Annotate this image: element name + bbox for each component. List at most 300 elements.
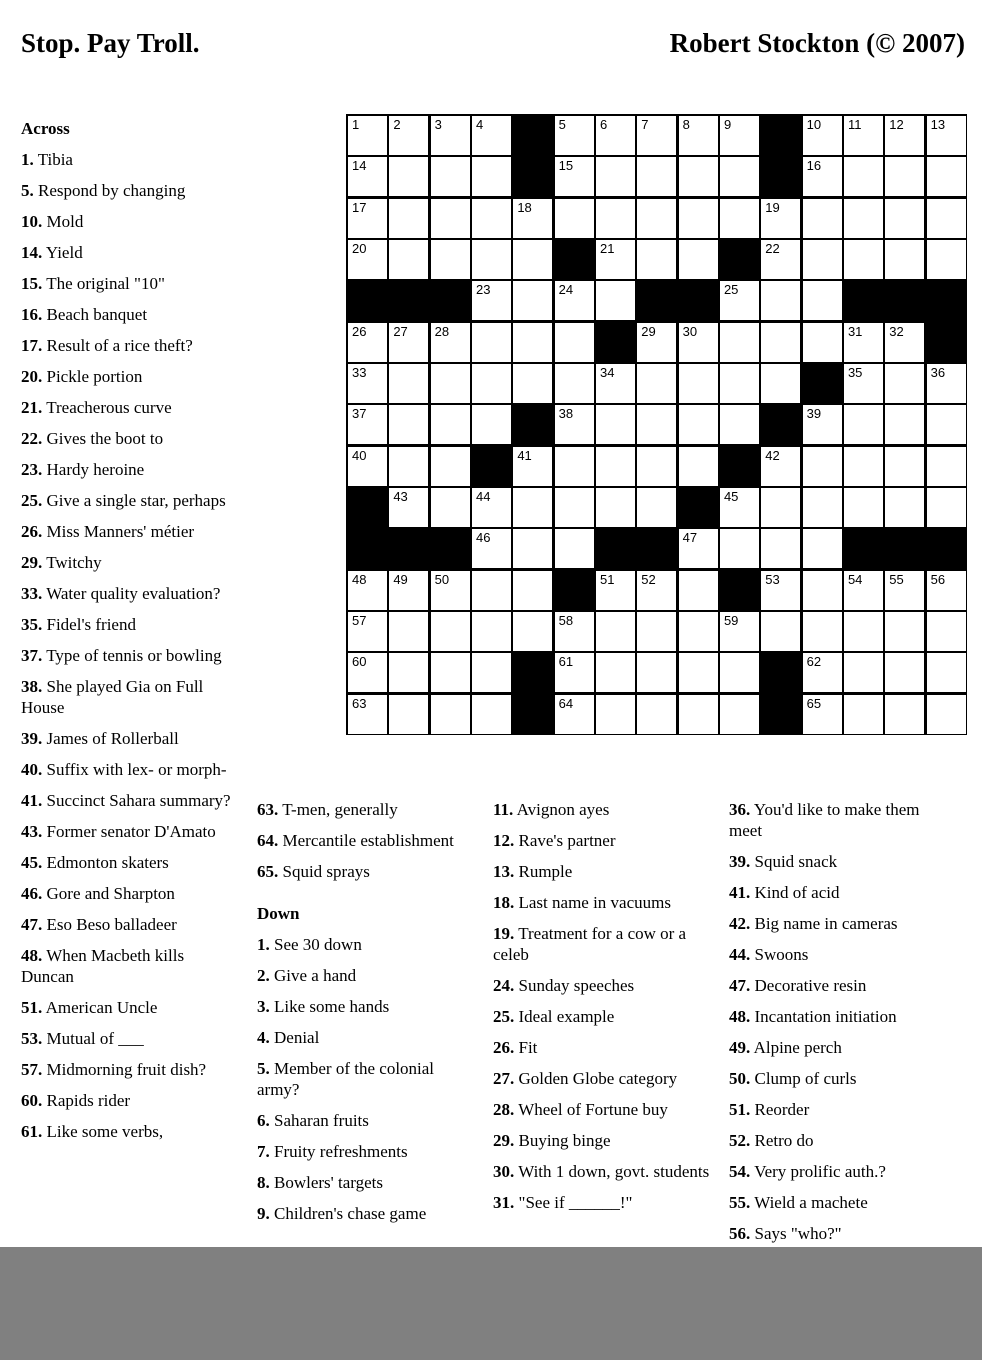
clue-text: Miss Manners' métier bbox=[46, 522, 195, 541]
grid-cell[interactable] bbox=[513, 364, 552, 403]
grid-block bbox=[513, 157, 552, 196]
clue-number: 53. bbox=[21, 1029, 43, 1048]
grid-cell[interactable] bbox=[927, 157, 966, 196]
grid-cell[interactable] bbox=[844, 240, 883, 279]
clue-item bbox=[21, 676, 239, 718]
cell-number: 5 bbox=[558, 117, 566, 132]
clue-text: Rapids rider bbox=[46, 1091, 131, 1110]
grid-cell[interactable] bbox=[844, 323, 883, 362]
grid-cell[interactable] bbox=[637, 199, 676, 238]
grid-cell[interactable] bbox=[555, 653, 594, 692]
clue-number: 24. bbox=[493, 976, 515, 995]
clue-text: Treacherous curve bbox=[46, 398, 172, 417]
grid-block bbox=[720, 447, 759, 486]
clue-number: 3. bbox=[257, 997, 270, 1016]
clue-item bbox=[729, 1037, 951, 1058]
grid-block bbox=[761, 695, 800, 734]
grid-cell[interactable] bbox=[679, 364, 718, 403]
clue-text: Result of a rice theft? bbox=[46, 336, 193, 355]
grid-cell[interactable] bbox=[555, 447, 594, 486]
grid-cell[interactable] bbox=[555, 488, 594, 527]
clue-number: 26. bbox=[493, 1038, 515, 1057]
grid-cell[interactable] bbox=[803, 695, 842, 734]
grid-cell[interactable] bbox=[555, 157, 594, 196]
grid-cell[interactable] bbox=[513, 323, 552, 362]
grid-cell[interactable] bbox=[761, 488, 800, 527]
cell-number: 35 bbox=[847, 364, 863, 380]
grid-cell[interactable] bbox=[348, 653, 387, 692]
clue-item bbox=[21, 1090, 239, 1111]
grid-cell[interactable] bbox=[927, 199, 966, 238]
grid-cell[interactable] bbox=[389, 612, 428, 651]
grid-cell[interactable] bbox=[803, 571, 842, 610]
grid-cell[interactable] bbox=[885, 157, 924, 196]
grid-cell[interactable] bbox=[555, 199, 594, 238]
grid-cell[interactable] bbox=[472, 653, 511, 692]
clue-number: 41. bbox=[729, 883, 751, 902]
grid-cell[interactable] bbox=[885, 571, 924, 610]
grid-cell[interactable] bbox=[720, 364, 759, 403]
grid-cell[interactable] bbox=[720, 612, 759, 651]
grid-cell[interactable] bbox=[844, 612, 883, 651]
clue-text: James of Rollerball bbox=[46, 729, 179, 748]
clue-number: 2. bbox=[257, 966, 270, 985]
clue-item bbox=[21, 180, 239, 201]
grid-cell[interactable] bbox=[431, 116, 470, 155]
grid-cell[interactable] bbox=[844, 488, 883, 527]
cell-number: 28 bbox=[434, 323, 450, 339]
crossword-grid bbox=[346, 114, 967, 735]
grid-cell[interactable] bbox=[472, 571, 511, 610]
grid-cell[interactable] bbox=[555, 116, 594, 155]
grid-cell[interactable] bbox=[389, 199, 428, 238]
grid-cell[interactable] bbox=[679, 612, 718, 651]
grid-cell[interactable] bbox=[637, 116, 676, 155]
clue-text: Rave's partner bbox=[518, 831, 616, 850]
grid-cell[interactable] bbox=[431, 364, 470, 403]
grid-cell[interactable] bbox=[555, 323, 594, 362]
grid-cell[interactable] bbox=[431, 695, 470, 734]
grid-cell[interactable] bbox=[803, 529, 842, 568]
cell-number: 14 bbox=[352, 158, 367, 174]
cell-number: 44 bbox=[475, 488, 491, 504]
grid-cell[interactable] bbox=[927, 612, 966, 651]
grid-cell[interactable] bbox=[389, 116, 428, 155]
cell-number: 34 bbox=[599, 364, 615, 380]
cell-number: 17 bbox=[352, 199, 367, 215]
grid-block bbox=[513, 405, 552, 444]
grid-cell[interactable] bbox=[389, 364, 428, 403]
grid-cell[interactable] bbox=[720, 157, 759, 196]
clue-item bbox=[493, 975, 715, 996]
grid-cell[interactable] bbox=[927, 695, 966, 734]
grid-cell[interactable] bbox=[927, 364, 966, 403]
grid-cell[interactable] bbox=[431, 447, 470, 486]
grid-cell[interactable] bbox=[472, 612, 511, 651]
grid-cell[interactable] bbox=[513, 612, 552, 651]
grid-cell[interactable] bbox=[803, 612, 842, 651]
grid-cell[interactable] bbox=[761, 240, 800, 279]
grid-cell[interactable] bbox=[720, 199, 759, 238]
clue-column-2 bbox=[257, 799, 472, 1234]
grid-cell[interactable] bbox=[389, 447, 428, 486]
grid-cell[interactable] bbox=[637, 447, 676, 486]
grid-cell[interactable] bbox=[885, 364, 924, 403]
grid-cell[interactable] bbox=[885, 653, 924, 692]
grid-cell[interactable] bbox=[927, 653, 966, 692]
cell-number: 53 bbox=[765, 571, 780, 587]
grid-cell[interactable] bbox=[637, 240, 676, 279]
grid-cell[interactable] bbox=[761, 571, 800, 610]
grid-cell[interactable] bbox=[803, 199, 842, 238]
grid-cell[interactable] bbox=[472, 488, 511, 527]
clue-number: 7. bbox=[257, 1142, 270, 1161]
clue-text: Bowlers' targets bbox=[274, 1173, 383, 1192]
cell-number: 1 bbox=[352, 117, 360, 132]
grid-cell[interactable] bbox=[679, 529, 718, 568]
clue-number: 49. bbox=[729, 1038, 751, 1057]
grid-cell[interactable] bbox=[720, 323, 759, 362]
clue-text: Rumple bbox=[518, 862, 573, 881]
cell-number: 59 bbox=[723, 612, 739, 628]
grid-cell[interactable] bbox=[803, 653, 842, 692]
grid-cell[interactable] bbox=[761, 447, 800, 486]
grid-cell[interactable] bbox=[803, 323, 842, 362]
clue-number: 55. bbox=[729, 1193, 751, 1212]
grid-cell[interactable] bbox=[927, 571, 966, 610]
grid-cell[interactable] bbox=[431, 653, 470, 692]
cell-number: 18 bbox=[517, 199, 532, 215]
clue-number: 6. bbox=[257, 1111, 270, 1130]
clue-item bbox=[21, 883, 239, 904]
grid-cell[interactable] bbox=[803, 447, 842, 486]
grid-cell[interactable] bbox=[389, 240, 428, 279]
grid-cell[interactable] bbox=[761, 281, 800, 320]
grid-cell[interactable] bbox=[885, 323, 924, 362]
clue-item bbox=[729, 1161, 951, 1182]
clue-number: 13. bbox=[493, 862, 515, 881]
clue-text: Kind of acid bbox=[754, 883, 840, 902]
clue-number: 20. bbox=[21, 367, 43, 386]
clue-text: Gives the boot to bbox=[46, 429, 164, 448]
cell-number: 2 bbox=[393, 117, 401, 132]
clue-item bbox=[21, 273, 239, 294]
grid-cell[interactable] bbox=[431, 612, 470, 651]
grid-cell[interactable] bbox=[761, 364, 800, 403]
grid-cell[interactable] bbox=[348, 405, 387, 444]
clue-number: 51. bbox=[21, 998, 43, 1017]
clue-text: Very prolific auth.? bbox=[754, 1162, 886, 1181]
clue-item bbox=[21, 242, 239, 263]
grid-cell[interactable] bbox=[844, 405, 883, 444]
grid-cell[interactable] bbox=[513, 488, 552, 527]
clue-item bbox=[21, 397, 239, 418]
grid-cell[interactable] bbox=[472, 405, 511, 444]
grid-cell[interactable] bbox=[389, 488, 428, 527]
grid-cell[interactable] bbox=[637, 653, 676, 692]
grid-cell[interactable] bbox=[431, 199, 470, 238]
clue-number: 45. bbox=[21, 853, 43, 872]
grid-cell[interactable] bbox=[348, 571, 387, 610]
clue-text: Mold bbox=[46, 212, 84, 231]
clue-number: 23. bbox=[21, 460, 43, 479]
grid-cell[interactable] bbox=[637, 695, 676, 734]
clue-number: 12. bbox=[493, 831, 515, 850]
clue-text: Mutual of ___ bbox=[46, 1029, 144, 1048]
grid-cell[interactable] bbox=[348, 240, 387, 279]
grid-cell[interactable] bbox=[431, 488, 470, 527]
grid-cell[interactable] bbox=[803, 488, 842, 527]
clue-text: Fidel's friend bbox=[46, 615, 136, 634]
clue-item bbox=[21, 149, 239, 170]
grid-cell[interactable] bbox=[761, 323, 800, 362]
grid-cell[interactable] bbox=[431, 323, 470, 362]
grid-cell[interactable] bbox=[927, 488, 966, 527]
grid-cell[interactable] bbox=[761, 612, 800, 651]
cell-number: 9 bbox=[723, 117, 732, 132]
grid-cell[interactable] bbox=[513, 240, 552, 279]
grid-cell[interactable] bbox=[596, 447, 635, 486]
grid-cell[interactable] bbox=[431, 571, 470, 610]
clue-number: 44. bbox=[729, 945, 751, 964]
clue-item bbox=[21, 1121, 239, 1142]
grid-cell[interactable] bbox=[596, 405, 635, 444]
grid-cell[interactable] bbox=[472, 281, 511, 320]
grid-cell[interactable] bbox=[885, 488, 924, 527]
clue-text: Suffix with lex- or morph- bbox=[46, 760, 227, 779]
grid-cell[interactable] bbox=[472, 323, 511, 362]
grid-cell[interactable] bbox=[472, 199, 511, 238]
grid-cell[interactable] bbox=[596, 199, 635, 238]
grid-cell[interactable] bbox=[472, 157, 511, 196]
grid-cell[interactable] bbox=[555, 612, 594, 651]
clue-item bbox=[21, 852, 239, 873]
grid-cell[interactable] bbox=[637, 405, 676, 444]
cell-number: 52 bbox=[641, 571, 656, 587]
clue-text: Says "who?" bbox=[754, 1224, 842, 1243]
grid-cell[interactable] bbox=[555, 695, 594, 734]
grid-cell[interactable] bbox=[637, 157, 676, 196]
cell-number: 4 bbox=[475, 117, 484, 132]
grid-cell[interactable] bbox=[720, 529, 759, 568]
clue-text: Succinct Sahara summary? bbox=[46, 791, 231, 810]
clue-column-1 bbox=[21, 118, 239, 1152]
clue-number: 31. bbox=[493, 1193, 515, 1212]
clue-number: 47. bbox=[729, 976, 751, 995]
grid-cell[interactable] bbox=[720, 695, 759, 734]
grid-cell[interactable] bbox=[761, 529, 800, 568]
grid-cell[interactable] bbox=[431, 157, 470, 196]
grid-cell[interactable] bbox=[513, 281, 552, 320]
clue-text: Alpine perch bbox=[753, 1038, 842, 1057]
grid-cell[interactable] bbox=[844, 157, 883, 196]
grid-cell[interactable] bbox=[761, 199, 800, 238]
clue-text: Swoons bbox=[754, 945, 809, 964]
grid-cell[interactable] bbox=[885, 405, 924, 444]
grid-cell[interactable] bbox=[927, 405, 966, 444]
grid-cell[interactable] bbox=[348, 199, 387, 238]
grid-cell[interactable] bbox=[348, 157, 387, 196]
grid-cell[interactable] bbox=[348, 695, 387, 734]
grid-cell[interactable] bbox=[596, 157, 635, 196]
grid-cell[interactable] bbox=[596, 571, 635, 610]
grid-cell[interactable] bbox=[596, 240, 635, 279]
cell-number: 32 bbox=[889, 323, 904, 339]
grid-cell[interactable] bbox=[513, 571, 552, 610]
grid-block bbox=[513, 116, 552, 155]
grid-cell[interactable] bbox=[844, 571, 883, 610]
grid-cell[interactable] bbox=[389, 157, 428, 196]
grid-cell[interactable] bbox=[927, 240, 966, 279]
grid-cell[interactable] bbox=[844, 116, 883, 155]
grid-cell[interactable] bbox=[844, 199, 883, 238]
grid-cell[interactable] bbox=[679, 405, 718, 444]
clue-item bbox=[729, 1068, 951, 1089]
grid-cell[interactable] bbox=[555, 364, 594, 403]
clue-text: Wheel of Fortune buy bbox=[518, 1100, 668, 1119]
grid-cell[interactable] bbox=[555, 405, 594, 444]
cell-number: 38 bbox=[558, 406, 574, 422]
grid-cell[interactable] bbox=[637, 571, 676, 610]
grid-cell[interactable] bbox=[348, 364, 387, 403]
clue-number: 14. bbox=[21, 243, 43, 262]
clue-item bbox=[493, 861, 715, 882]
grid-cell[interactable] bbox=[596, 116, 635, 155]
grid-cell[interactable] bbox=[844, 695, 883, 734]
grid-cell[interactable] bbox=[927, 447, 966, 486]
clue-text: "See if ______!" bbox=[518, 1193, 633, 1212]
grid-cell[interactable] bbox=[844, 447, 883, 486]
grid-cell[interactable] bbox=[637, 364, 676, 403]
grid-cell[interactable] bbox=[596, 612, 635, 651]
clue-item bbox=[729, 944, 951, 965]
clue-item bbox=[257, 1058, 472, 1100]
clue-text: Squid snack bbox=[754, 852, 838, 871]
grid-cell[interactable] bbox=[720, 405, 759, 444]
grid-cell[interactable] bbox=[389, 653, 428, 692]
grid-cell[interactable] bbox=[803, 116, 842, 155]
clue-number: 19. bbox=[493, 924, 515, 943]
grid-cell[interactable] bbox=[472, 695, 511, 734]
grid-cell[interactable] bbox=[885, 612, 924, 651]
grid-cell[interactable] bbox=[637, 323, 676, 362]
cell-number: 37 bbox=[352, 406, 367, 422]
grid-cell[interactable] bbox=[637, 612, 676, 651]
grid-cell[interactable] bbox=[596, 364, 635, 403]
grid-block bbox=[637, 529, 676, 568]
cell-number: 58 bbox=[558, 612, 574, 628]
grid-cell[interactable] bbox=[679, 240, 718, 279]
grid-cell[interactable] bbox=[472, 364, 511, 403]
grid-cell[interactable] bbox=[720, 653, 759, 692]
grid-cell[interactable] bbox=[513, 529, 552, 568]
grid-cell[interactable] bbox=[389, 695, 428, 734]
grid-block bbox=[348, 281, 387, 320]
grid-cell[interactable] bbox=[679, 157, 718, 196]
clue-text: Golden Globe category bbox=[518, 1069, 678, 1088]
grid-cell[interactable] bbox=[596, 488, 635, 527]
grid-cell[interactable] bbox=[389, 571, 428, 610]
grid-cell[interactable] bbox=[555, 529, 594, 568]
grid-cell[interactable] bbox=[803, 157, 842, 196]
grid-cell[interactable] bbox=[720, 281, 759, 320]
grid-cell[interactable] bbox=[679, 116, 718, 155]
grid-block bbox=[679, 488, 718, 527]
grid-cell[interactable] bbox=[679, 323, 718, 362]
clue-item bbox=[493, 1161, 715, 1182]
clue-text: She played Gia on Full House bbox=[21, 677, 204, 717]
clue-item bbox=[21, 490, 239, 511]
grid-cell[interactable] bbox=[885, 447, 924, 486]
grid-cell[interactable] bbox=[431, 405, 470, 444]
grid-cell[interactable] bbox=[679, 571, 718, 610]
grid-cell[interactable] bbox=[513, 199, 552, 238]
clue-item bbox=[21, 645, 239, 666]
clue-text: Retro do bbox=[754, 1131, 814, 1150]
clue-item bbox=[257, 830, 472, 851]
grid-cell[interactable] bbox=[348, 116, 387, 155]
grid-cell[interactable] bbox=[513, 447, 552, 486]
grid-block bbox=[679, 281, 718, 320]
cell-number: 62 bbox=[806, 654, 822, 670]
grid-cell[interactable] bbox=[803, 405, 842, 444]
clue-item bbox=[493, 799, 715, 820]
viewer-footer-bar bbox=[0, 1247, 982, 1360]
grid-cell[interactable] bbox=[472, 529, 511, 568]
grid-cell[interactable] bbox=[596, 695, 635, 734]
grid-cell[interactable] bbox=[720, 116, 759, 155]
grid-cell[interactable] bbox=[431, 240, 470, 279]
clue-number: 54. bbox=[729, 1162, 751, 1181]
grid-cell[interactable] bbox=[885, 199, 924, 238]
grid-cell[interactable] bbox=[555, 281, 594, 320]
grid-cell[interactable] bbox=[720, 488, 759, 527]
grid-cell[interactable] bbox=[679, 695, 718, 734]
grid-cell[interactable] bbox=[596, 653, 635, 692]
grid-cell[interactable] bbox=[885, 695, 924, 734]
grid-cell[interactable] bbox=[803, 281, 842, 320]
grid-cell[interactable] bbox=[844, 653, 883, 692]
cell-number: 57 bbox=[352, 612, 367, 628]
grid-cell[interactable] bbox=[348, 447, 387, 486]
grid-cell[interactable] bbox=[596, 281, 635, 320]
grid-cell[interactable] bbox=[885, 116, 924, 155]
grid-cell[interactable] bbox=[472, 116, 511, 155]
clue-item bbox=[21, 1028, 239, 1049]
cell-number: 48 bbox=[352, 571, 367, 587]
cell-number: 11 bbox=[847, 117, 862, 132]
cell-number: 49 bbox=[393, 571, 408, 587]
grid-cell[interactable] bbox=[844, 364, 883, 403]
grid-cell[interactable] bbox=[679, 653, 718, 692]
clue-text: Give a single star, perhaps bbox=[46, 491, 226, 510]
grid-cell[interactable] bbox=[927, 116, 966, 155]
grid-cell[interactable] bbox=[472, 240, 511, 279]
grid-cell[interactable] bbox=[679, 199, 718, 238]
grid-cell[interactable] bbox=[637, 488, 676, 527]
grid-block bbox=[803, 364, 842, 403]
grid-cell[interactable] bbox=[885, 240, 924, 279]
clue-number: 64. bbox=[257, 831, 279, 850]
grid-cell[interactable] bbox=[389, 405, 428, 444]
grid-cell[interactable] bbox=[348, 323, 387, 362]
grid-cell[interactable] bbox=[803, 240, 842, 279]
clue-text: Midmorning fruit dish? bbox=[46, 1060, 207, 1079]
clue-item bbox=[493, 1006, 715, 1027]
grid-cell[interactable] bbox=[679, 447, 718, 486]
grid-cell[interactable] bbox=[348, 612, 387, 651]
grid-cell[interactable] bbox=[389, 323, 428, 362]
